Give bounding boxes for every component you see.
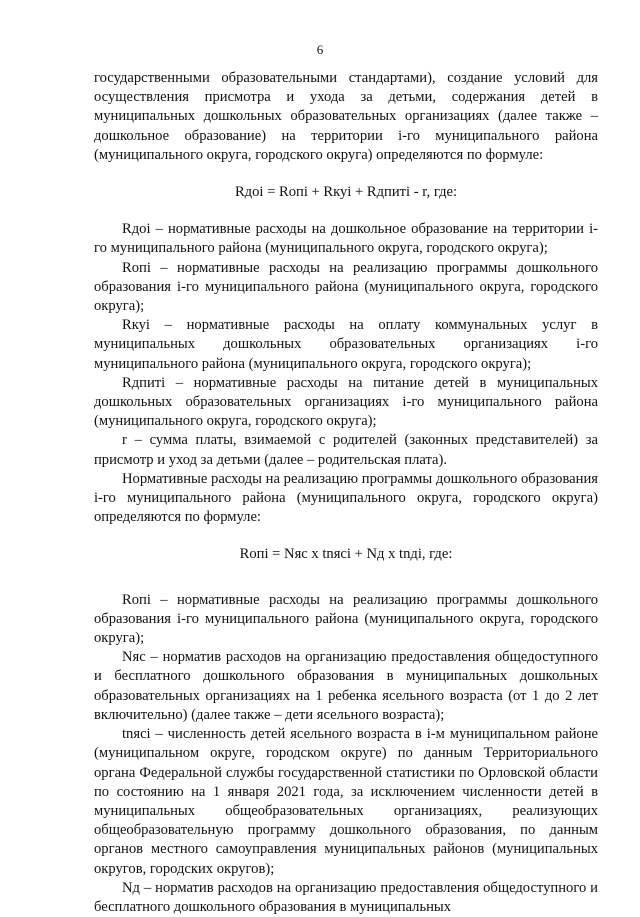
definition-r: r – сумма платы, взимаемой с родителей (законных представителей) за присмотр и уход за детьми (далее – родительская плата).: [94, 432, 598, 468]
definition-tnyasi: tnясi – численность детей ясельного возраста в i-м муниципальном районе (муниципальном округе, городском округе) по данным Территориального органа Федеральной службы государственной статистики по Орловской области по состоянию на 1 января 2021 года, за исключением численности детей в муниципальных общеобразовательных организациях, реализующих общеобразовательную программу дошкольного образования, по данным органов местного самоуправления муниципальных районов (муниципальных округов, городских округов);: [94, 726, 598, 877]
definition-nyas: Nяс – норматив расходов на организацию предоставления общедоступного и бесплатного дошкольного образования в муниципальных дошкольных образовательных организациях на 1 ребенка ясельного возраста (от 1 до 2 лет включительно) (далее также – дети ясельного возраста);: [94, 649, 598, 723]
document-body: [94, 69, 598, 917]
program-costs-intro: Нормативные расходы на реализацию программы дошкольного образования i-го муниципального района (муниципального округа, городского округа) определяются по формуле:: [94, 470, 598, 526]
formula-program-costs: Rопi = Nяс x tnясi + Nд x tnдi, где:: [239, 546, 453, 563]
definition-ropi: Rопi – нормативные расходы на реализацию программы дошкольного образования i-го муниципального района (муниципального округа, городского округа);: [94, 259, 598, 315]
definition-rdpiti: Rдпитi – нормативные расходы на питание детей в муниципальных дошкольных образовательных организациях i-го муниципального района (муниципального округа, городского округа);: [94, 374, 598, 430]
intro-paragraph: государственными образовательными стандартами), создание условий для осуществления присмотра и ухода за детьми, содержания детей в муниципальных дошкольных образовательных организациях (далее также – дошкольное образование) на территории i-го муниципального района (муниципального округа, городского округа) определяются по формуле:: [94, 70, 598, 163]
definition-rkui: Rкуi – нормативные расходы на оплату коммунальных услуг в муниципальных дошкольных образовательных организациях i-го муниципального района (муниципального округа, городского округа);: [94, 317, 598, 372]
page-number: 6: [316, 42, 324, 57]
definition-rdoi: Rдоi – нормативные расходы на дошкольное образование на территории i-го муниципального района (муниципального округа, городского округа);: [94, 221, 598, 257]
definition-nd: Nд – норматив расходов на организацию предоставления общедоступного и бесплатного дошкольного образования в муниципальных: [94, 879, 598, 915]
formula-total-costs: Rдоi = Rопi + Rкуi + Rдпитi - r, где:: [234, 184, 458, 201]
definition-ropi-2: Rопi – нормативные расходы на реализацию программы дошкольного образования i-го муниципального района (муниципального округа, городского округа);: [94, 591, 598, 647]
